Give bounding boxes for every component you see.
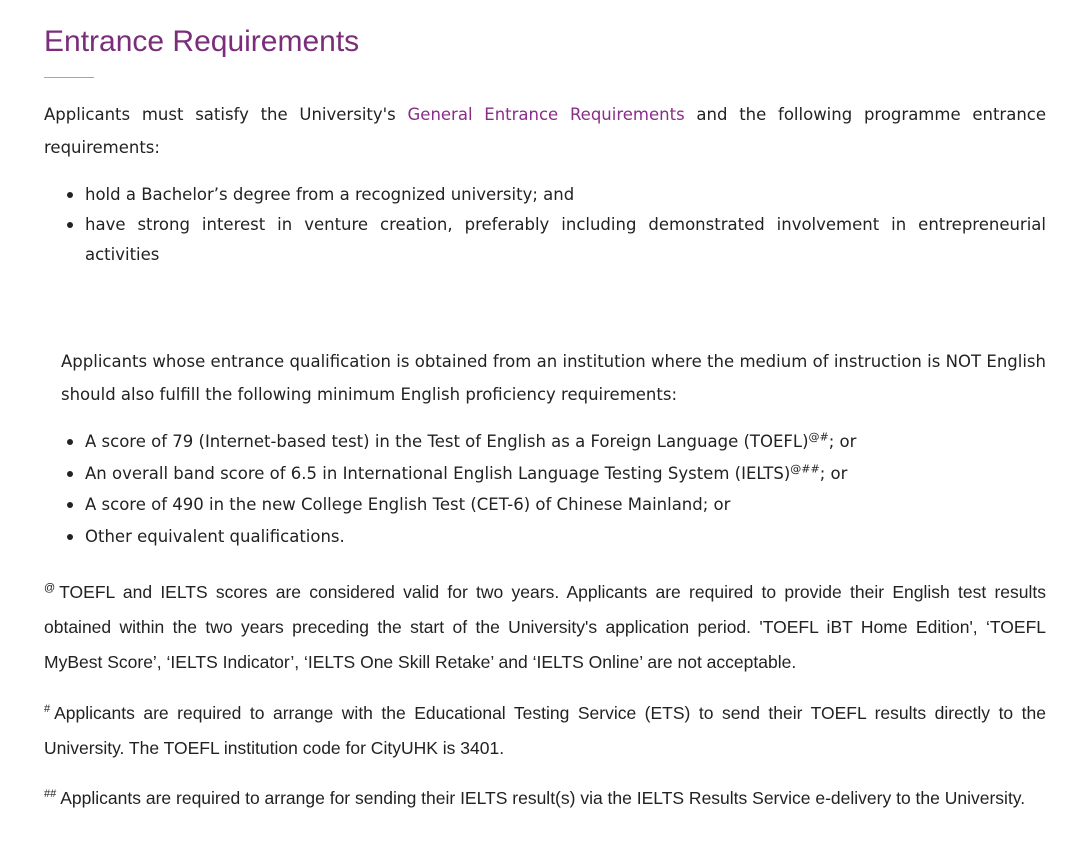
footnote-mark: # bbox=[44, 703, 51, 716]
list-item bbox=[63, 458, 1046, 490]
list-item bbox=[63, 521, 1046, 553]
title-underline bbox=[44, 77, 94, 78]
list-item-tail: ; or bbox=[819, 463, 848, 483]
page-title: Entrance Requirements bbox=[44, 25, 360, 58]
footnote-text: TOEFL and IELTS scores are considered valid for two years. Applicants are required to provide their English test results obtained within the two years preceding the start of the University's application period. 'TOEFL iBT Home Edition', ‘TOEFL MyBest Score’, ‘IELTS Indicator’, ‘IELTS One Skill Retake’ and ‘IELTS Online’ are not acceptable. bbox=[44, 582, 1046, 672]
footnote-text: Applicants are required to arrange for sending their IELTS result(s) via the IELTS Results Service e-delivery to the University. bbox=[60, 788, 1026, 808]
list-item-text: A score of 79 (Internet-based test) in the Test of English as a Foreign Language (TOEFL) bbox=[85, 432, 809, 451]
footnote-toefl bbox=[44, 696, 1046, 766]
footnote-validity bbox=[44, 575, 1046, 680]
list-item: hold a Bachelor’s degree from a recognized university; and bbox=[63, 180, 1046, 210]
footnote-text: Applicants are required to arrange with the Educational Testing Service (ETS) to send their TOEFL results directly to the University. The TOEFL institution code for CityUHK is 3401. bbox=[44, 703, 1046, 758]
intro-text-before: Applicants must satisfy the University's bbox=[44, 105, 408, 124]
footnote-marker: @# bbox=[808, 430, 829, 444]
intro-text-after: and the following programme entrance requirements: bbox=[44, 105, 1046, 157]
list-item-text: An overall band score of 6.5 in International English Language Testing System (IELTS) bbox=[85, 463, 791, 483]
general-entrance-requirements-link[interactable]: General Entrance Requirements bbox=[407, 105, 685, 124]
list-item bbox=[63, 426, 1046, 458]
programme-requirements-list bbox=[63, 180, 1046, 270]
footnote-mark: ## bbox=[44, 788, 57, 801]
english-requirements-intro: Applicants whose entrance qualification is obtained from an institution where the medium of instruction is NOT English should also fulfill the following minimum English proficiency requirements: bbox=[61, 352, 1046, 404]
list-item-text: Other equivalent qualifications. bbox=[85, 526, 345, 546]
footnote-mark: @ bbox=[44, 582, 56, 595]
list-item: have strong interest in venture creation, preferably including demonstrated involvement in entrepreneurial activities bbox=[63, 210, 1046, 270]
footnote-ielts bbox=[44, 781, 1046, 816]
list-item-text: A score of 490 in the new College English Test (CET-6) of Chinese Mainland; or bbox=[85, 495, 731, 514]
english-requirements-list bbox=[63, 426, 1046, 552]
intro-paragraph bbox=[44, 98, 1046, 164]
list-item bbox=[63, 489, 1046, 521]
footnote-marker: @## bbox=[790, 462, 820, 475]
list-item-tail: ; or bbox=[828, 432, 857, 451]
